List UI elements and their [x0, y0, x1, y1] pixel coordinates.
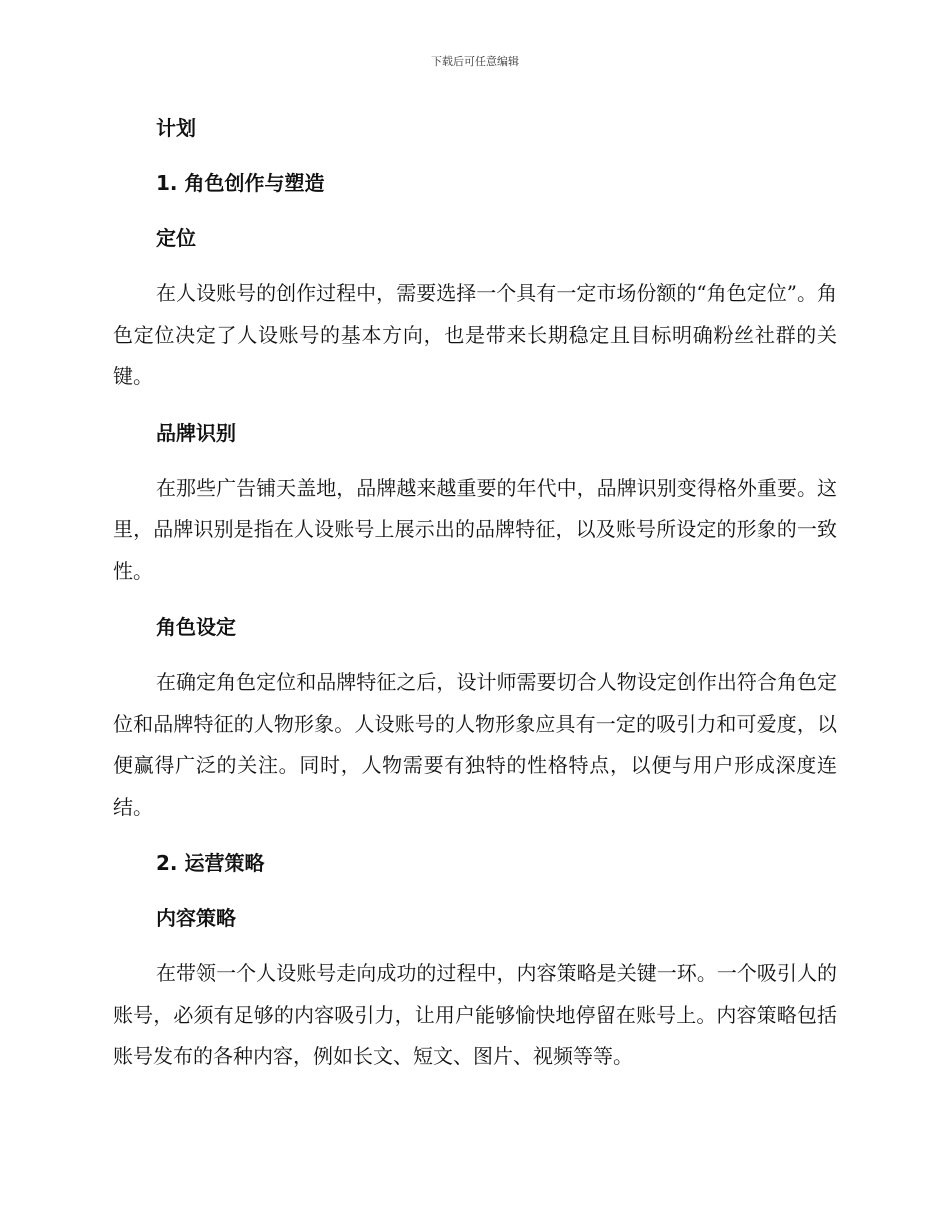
section-heading-role-creation: 1. 角色创作与塑造	[156, 171, 325, 195]
subheading-positioning: 定位	[156, 226, 196, 250]
paragraph-positioning: 在人设账号的创作过程中，需要选择一个具有一定市场份额的“角色定位”。角色定位决定了人设账号的基本方向，也是带来长期稳定且目标明确粉丝社群的关键。	[113, 281, 837, 388]
page-header: 下载后可任意编辑	[431, 55, 519, 68]
subheading-brand-identity: 品牌识别	[156, 420, 236, 445]
document-body	[113, 108, 837, 1093]
subheading-character-setting: 角色设定	[156, 615, 236, 639]
document-title: 计划	[156, 116, 196, 140]
section-heading-operation-strategy: 2. 运营策略	[156, 851, 265, 875]
paragraph-brand-identity: 在那些广告铺天盖地，品牌越来越重要的年代中，品牌识别变得格外重要。这里，品牌识别是指在人设账号上展示出的品牌特征，以及账号所设定的形象的一致性。	[113, 475, 837, 583]
subheading-content-strategy: 内容策略	[156, 906, 236, 930]
paragraph-content-strategy: 在带领一个人设账号走向成功的过程中，内容策略是关键一环。一个吸引人的账号，必须有足够的内容吸引力，让用户能够愉快地停留在账号上。内容策略包括账号发布的各种内容，例如长文、短文、图片、视频等等。	[113, 961, 837, 1068]
paragraph-character-setting: 在确定角色定位和品牌特征之后，设计师需要切合人物设定创作出符合角色定位和品牌特征的人物形象。人设账号的人物形象应具有一定的吸引力和可爱度，以便赢得广泛的关注。同时，人物需要有独特的性格特点，以便与用户形成深度连结。	[113, 670, 837, 819]
